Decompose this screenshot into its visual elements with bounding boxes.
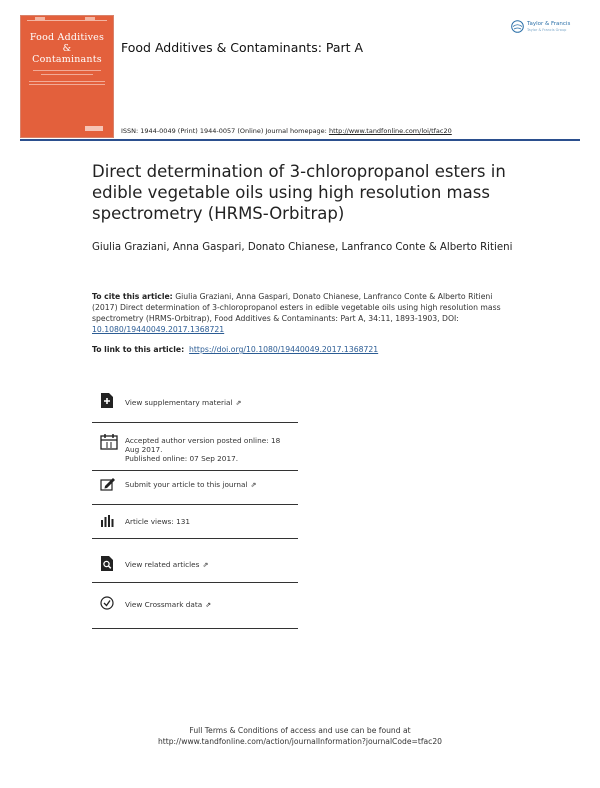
submit-label: Submit your article to this journal [125,480,248,489]
publisher-group: Taylor & Francis Group [527,28,567,32]
journal-homepage-link[interactable]: http://www.tandfonline.com/loi/tfac20 [328,127,452,135]
divider [92,628,298,629]
article-link [92,345,522,354]
edit-icon [100,477,116,491]
document-plus-icon [100,392,114,409]
footer-terms: Full Terms & Conditions of access and use can be found at [189,726,411,735]
external-link-icon: ⇗ [250,481,257,489]
divider [92,470,298,471]
accepted-date: Accepted author version posted online: 18 Aug 2017. [125,436,281,454]
link-label: To link to this article: [92,345,185,354]
cite-label: To cite this article: [92,292,173,301]
crossmark-label: View Crossmark data [125,600,203,609]
published-date: Published online: 07 Sep 2017. [125,454,239,463]
submit-link[interactable] [125,480,305,490]
related-link[interactable] [125,560,305,570]
search-document-icon [100,555,114,572]
calendar-icon [100,433,118,450]
related-label: View related articles [125,560,200,569]
cover-title-line: Contaminants [32,54,102,65]
cover-text-line [29,84,105,85]
cover-publisher-logo [85,126,103,131]
supplementary-label: View supplementary material [125,398,233,407]
cite-doi-link[interactable]: 10.1080/19440049.2017.1368721 [92,325,225,334]
article-authors: Giulia Graziani, Anna Gaspari, Donato Chianese, Lanfranco Conte & Alberto Ritieni [92,242,513,253]
issn-text: ISSN: 1944-0049 (Print) 1944-0057 (Online) Journal homepage: [121,127,327,135]
cite-text: Giulia Graziani, Anna Gaspari, Donato Chianese, Lanfranco Conte & Alberto Ritieni (2017) Direct determination of 3-chloropropanol esters in edible vegetable oils using high resolution mass spectrometry (HRMS-Orbitrap), Food Additives & Contaminants: Part A, 34:11, 1893-1903, DOI: [92,292,501,323]
crossmark-icon [100,596,114,610]
publisher-name: Taylor & Francis [527,21,571,27]
external-link-icon: ⇗ [202,561,209,569]
header-rule [20,139,580,141]
article-views: Article views: 131 [125,517,191,526]
external-link-icon: ⇗ [205,601,212,609]
external-link-icon: ⇗ [235,399,242,407]
divider [92,582,298,583]
footer [0,725,600,747]
citation [92,291,512,335]
issn-line [121,127,452,135]
crossmark-row[interactable] [92,596,298,612]
related-row[interactable] [92,555,298,573]
cover-top-rule [27,20,107,21]
footer-url[interactable]: http://www.tandfonline.com/action/journalInformation?journalCode=tfac20 [157,737,443,746]
cover-mark [35,17,45,20]
cover-text-line [41,74,93,75]
supplementary-link[interactable] [125,398,305,408]
supplementary-row[interactable] [92,392,298,414]
cover-title-line: Food Additives [29,32,105,43]
submit-row[interactable] [92,477,298,495]
dates-row [92,433,298,467]
cover-title [21,32,113,65]
divider [92,504,298,505]
divider [92,422,298,423]
bar-chart-icon [100,515,116,527]
journal-cover [20,15,114,138]
journal-name[interactable]: Food Additives & Contaminants: Part A [121,40,364,55]
globe-icon [511,20,524,33]
publisher-logo[interactable] [511,20,583,36]
cover-text-line [33,70,101,71]
cover-mark [85,17,95,20]
views-row [92,514,298,530]
cover-text-line [29,81,105,82]
article-title: Direct determination of 3-chloropropanol esters in edible vegetable oils using high resolution mass spectrometry (HRMS-Orbitrap) [92,162,506,223]
crossmark-link[interactable] [125,600,305,610]
divider [92,538,298,539]
doi-link[interactable]: https://doi.org/10.1080/19440049.2017.1368721 [189,345,379,354]
cover-title-line: & [62,43,72,54]
